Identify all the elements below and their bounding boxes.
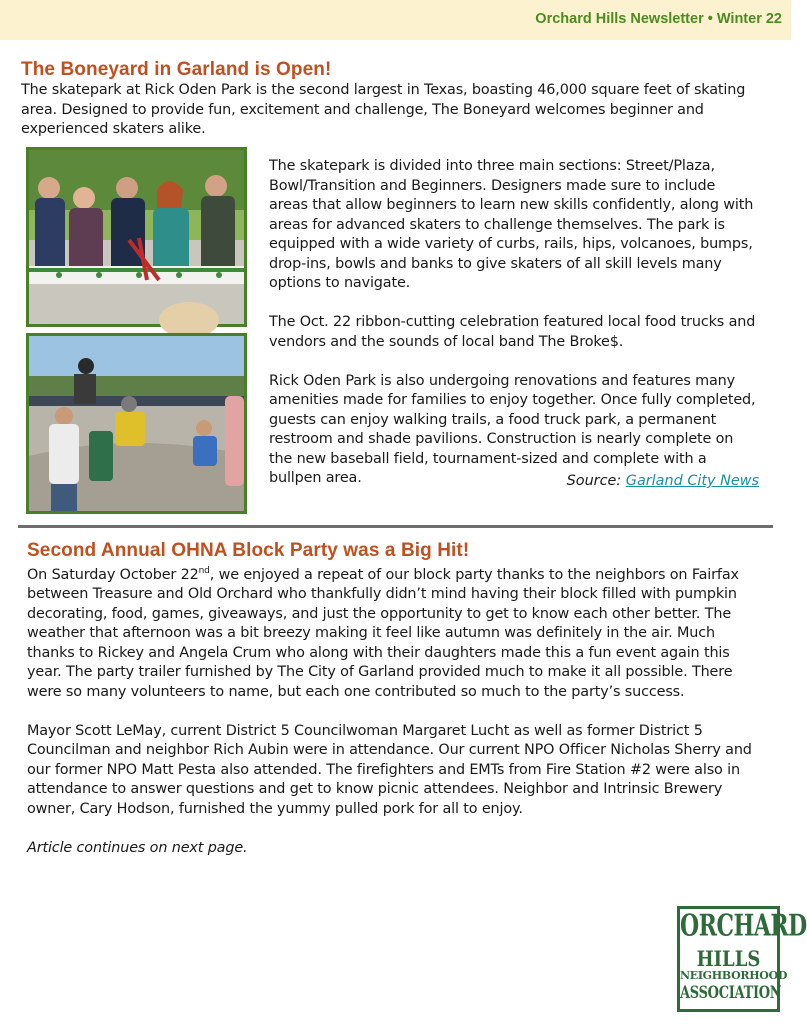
newsletter-title: Orchard Hills Newsletter • Winter 22 <box>535 11 782 27</box>
ribbon-cutting-image <box>29 150 244 324</box>
article2-heading: Second Annual OHNA Block Party was a Big Hit! <box>27 540 470 561</box>
ohna-logo <box>677 906 807 1012</box>
header-band <box>0 0 791 40</box>
section-divider <box>18 525 773 528</box>
article1-paragraph-3: Rick Oden Park is also undergoing renovations and features many amenities made for families to enjoy together. Once fully completed, guests can enjoy walking trails, a food truck park, a permanent restroom and shade pavilions. Construction is nearly complete on the new baseball field, tournament-sized and complete with a bullpen area. <box>269 372 756 486</box>
continues-note: Article continues on next page. <box>27 839 248 856</box>
p1-rest: , we enjoyed a repeat of our block party thanks to the neighbors on Fairfax between Treasure and Old Orchard who thankfully didn’t mind having their block filled with pumpkin decorating, food, games, giveaways, and just the opportunity to get to know each other better. The weather that afternoon was a bit breezy making it feel like autumn was definitely in the air. Much thanks to Rickey and Angela Crum who along with their daughters made this a fun event again this year. The party trailer furnished by The City of Garland provided much to make it all possible. There were so many volunteers to name, but each one contributed so much to the party’s success. <box>27 566 739 700</box>
article1-heading: The Boneyard in Garland is Open! <box>21 59 332 80</box>
source-link[interactable]: Garland City News <box>625 473 759 489</box>
article2-body <box>27 562 757 858</box>
article1-body <box>269 157 757 489</box>
article1-paragraph-2: The Oct. 22 ribbon-cutting celebration featured local food trucks and vendors and the sounds of local band The Broke$. <box>269 314 756 350</box>
article1-paragraph-1: The skatepark is divided into three main sections: Street/Plaza, Bowl/Transition and Beginners. Designers made sure to include areas that allow beginners to learn new skills confidently, along with areas for advanced skaters to challenge themselves. The park is equipped with a wide variety of curbs, rails, hips, volcanoes, bumps, drop-ins, bowls and banks to give skaters of all skill levels many options to navigate. <box>269 158 754 291</box>
logo-line-hills: HILLS <box>696 946 761 973</box>
ribbon-cutting-photo <box>26 147 247 327</box>
logo-line-association: ASSOCIATION <box>680 983 782 1004</box>
skatepark-photo <box>26 333 247 514</box>
logo-line-orchard: ORCHARD <box>680 908 807 944</box>
article2-paragraph-2: Mayor Scott LeMay, current District 5 Councilwoman Margaret Lucht as well as former District 5 Councilman and neighbor Rich Aubin were in attendance. Our current NPO Officer Nicholas Sherry and our former NPO Matt Pesta also attended. The firefighters and EMTs from Fire Station #2 were also in attendance to answer questions and get to know picnic attendees. Neighbor and Intrinsic Brewery owner, Cary Hodson, furnished the yummy pulled pork for all to enjoy. <box>27 722 752 817</box>
article1-intro: The skatepark at Rick Oden Park is the second largest in Texas, boasting 46,000 square feet of skating area. Designed to provide fun, excitement and challenge, The Boneyard welcomes beginner and experienced skaters alike. <box>21 82 746 137</box>
p1-start: On Saturday October 22 <box>27 566 199 583</box>
source-label: Source: <box>566 473 622 489</box>
article1-source <box>567 473 759 489</box>
skatepark-image <box>29 336 244 511</box>
article2-paragraph-1 <box>27 562 757 702</box>
logo-line-neighborhood: NEIGHBORHOOD <box>680 969 788 982</box>
p1-ordinal: nd <box>198 566 210 576</box>
